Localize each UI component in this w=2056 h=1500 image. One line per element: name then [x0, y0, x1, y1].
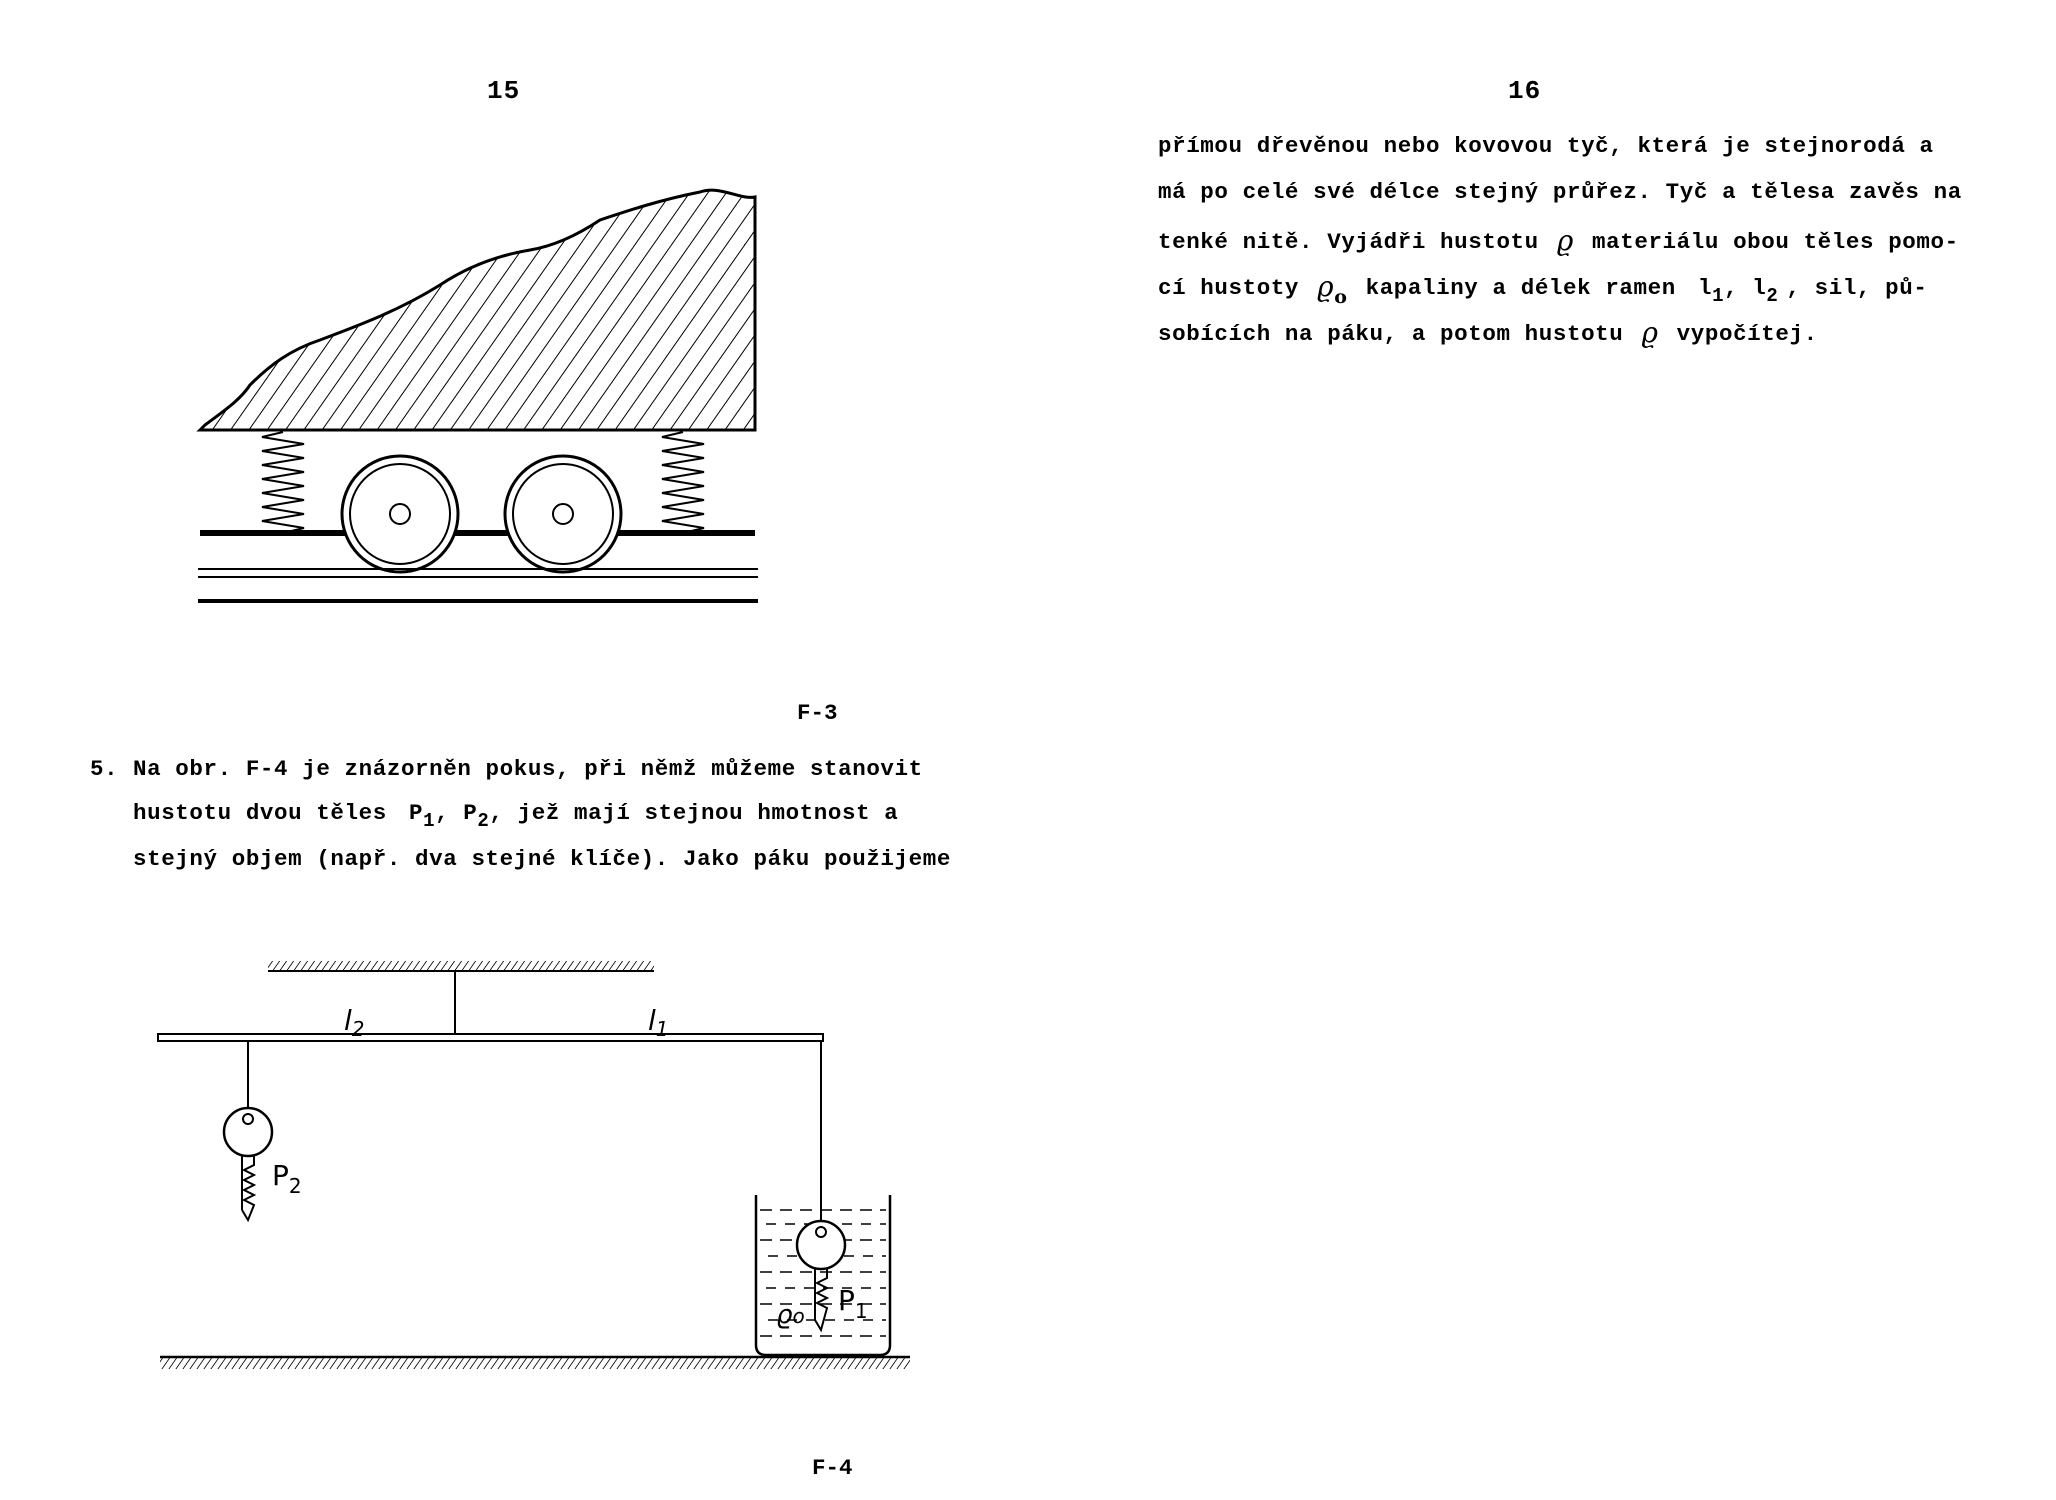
right-line-4-end: , sil, pů- [1786, 275, 1928, 301]
right-line-1: přímou dřevěnou nebo kovovou tyč, která je stejnorodá a [1158, 133, 1934, 159]
paragraph-line-2-end: , jež mají stejnou hmotnost a [489, 800, 899, 826]
right-line-4-start: cí hustoty [1158, 275, 1300, 301]
beaker [756, 1195, 890, 1355]
symbol-rho: ϱ [1556, 224, 1574, 257]
lever-rod [158, 1034, 823, 1041]
key-left [224, 1108, 272, 1220]
symbol-rho-2: ϱ [1641, 316, 1659, 349]
page-number-left: 15 [487, 76, 521, 106]
figure-f3-diagram [195, 185, 955, 665]
right-line-5 [1158, 316, 1818, 349]
symbol-p2: $P_2$ [463, 800, 490, 832]
right-line-3 [1158, 224, 1959, 257]
page-number-right: 16 [1508, 76, 1542, 106]
spring-right [662, 432, 704, 533]
right-line-3-start: tenké nitě. Vyjádři hustotu [1158, 229, 1539, 255]
paragraph-line-3: stejný objem (např. dva stejné klíče). Jako páku použijeme [133, 846, 951, 872]
floor-hatch [160, 1357, 910, 1369]
symbol-p1: $P_1$ [408, 800, 436, 832]
right-line-2: má po celé své délce stejný průřez. Tyč a tělesa zavěs na [1158, 179, 1962, 205]
right-line-5-start: sobících na páku, a potom hustotu [1158, 321, 1624, 347]
right-line-4: cí hustoty $ϱ_o$ kapaliny a délek ramen $l_1$, $l_2$ , sil, pů- [1158, 270, 1928, 308]
key-label-p2: $P_2$ [272, 1159, 302, 1198]
right-line-3-end: materiálu obou těles pomo- [1592, 229, 1959, 255]
paragraph-line-2 [133, 800, 898, 832]
liquid-density-label: ϱo [776, 1300, 805, 1330]
load-body [200, 190, 755, 430]
paragraph-line-1: Na obr. F-4 je znázorněn pokus, při němž můžeme stanovit [133, 756, 923, 782]
symbol-l2: $l_2$ [1752, 275, 1779, 307]
symbol-comma: , [435, 800, 450, 826]
paragraph-line-2-start: hustotu dvou těles [133, 800, 387, 826]
symbol-rho-zero: $ϱ_o$ [1317, 270, 1348, 308]
ceiling-hatch [268, 961, 654, 971]
lever-label-l2: $l_2$ [344, 1004, 365, 1041]
right-line-4-mid: kapaliny a délek ramen [1365, 275, 1676, 301]
symbol-l1: $l_1$ [1697, 275, 1725, 307]
key-label-p1: $P_1$ [838, 1284, 868, 1323]
figure-f4-diagram [150, 955, 910, 1395]
figure-f3-label: F-3 [797, 700, 838, 726]
lever-label-l1: $l_1$ [648, 1004, 669, 1041]
figure-f4-label: F-4 [812, 1455, 853, 1481]
item-number: 5. [90, 756, 119, 782]
right-line-5-end: vypočítej. [1676, 321, 1818, 347]
spring-left [262, 432, 304, 533]
